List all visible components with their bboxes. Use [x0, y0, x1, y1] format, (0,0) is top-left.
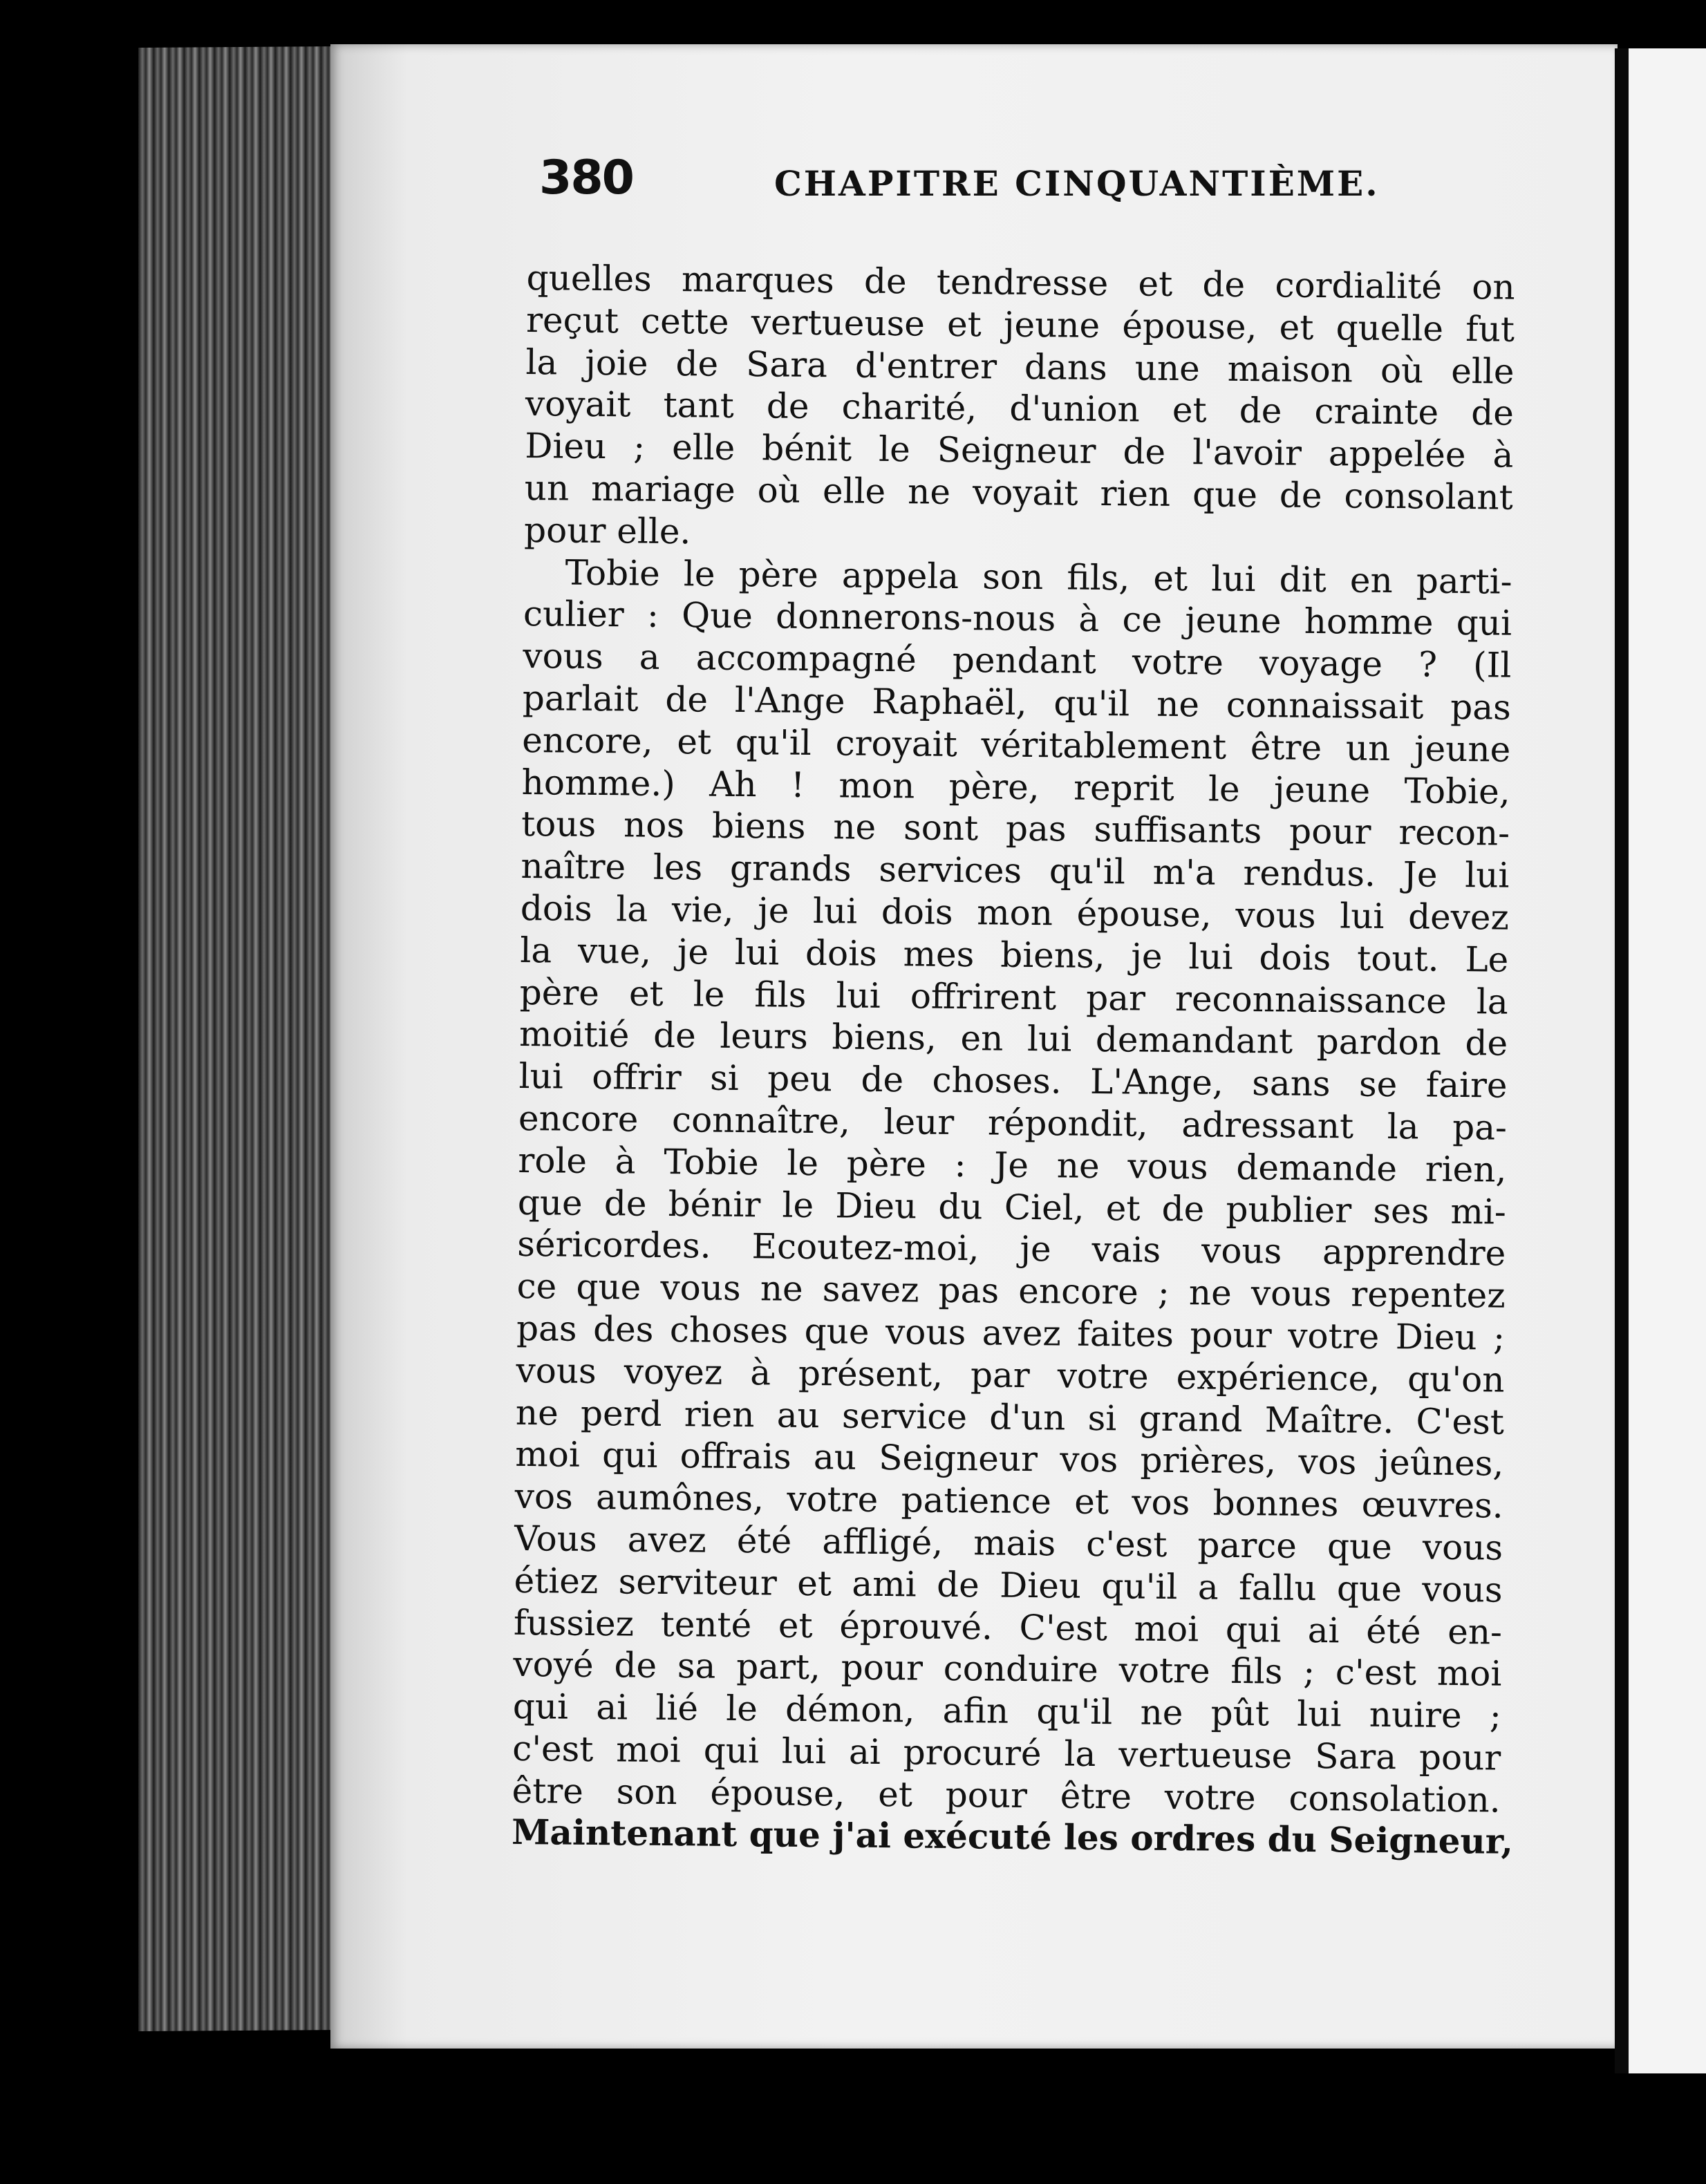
text-line: un mariage où elle ne voyait rien que de consolant [524, 467, 1514, 518]
text-line: Maintenant que j'ai exécuté les ordres du Seigneur, [511, 1811, 1514, 1863]
text-line: vos aumônes, votre patience et vos bonnes œuvres. [514, 1476, 1504, 1526]
text-line: ne perd rien au service d'un si grand Maître. C'est [515, 1392, 1505, 1442]
page-header [539, 151, 1507, 213]
text-line: pour elle. [523, 509, 691, 552]
text-line: moi qui offrais au Seigneur vos prières, vos jeûnes, [515, 1434, 1504, 1484]
text-line: voyé de sa part, pour conduire votre fils ; c'est moi [513, 1644, 1502, 1694]
facing-page-edge [1629, 48, 1706, 2073]
text-line: père et le fils lui offrirent par reconnaissance la [519, 972, 1509, 1022]
gutter-shadow [1615, 48, 1630, 2073]
text-line: naître les grands services qu'il m'a rendus. Je lui [521, 846, 1510, 896]
text-line: culier : Que donnerons-nous à ce jeune homme qui [523, 594, 1512, 644]
text-line: dois la vie, je lui dois mon épouse, vous lui devez [520, 887, 1510, 938]
text-line: pas des choses que vous avez faites pour votre Dieu ; [516, 1308, 1506, 1358]
text-line: qui ai lié le démon, afin qu'il ne pût lui nuire ; [512, 1686, 1502, 1736]
text-line: que de bénir le Dieu du Ciel, et de publier ses mi- [517, 1182, 1507, 1232]
text-line: être son épouse, et pour être votre consolation. [512, 1770, 1501, 1820]
text-line: encore, et qu'il croyait véritablement être un jeune [522, 719, 1511, 770]
text-line: tous nos biens ne sont pas suffisants pour recon- [521, 804, 1510, 854]
text-line: reçut cette vertueuse et jeune épouse, et quelle fut [525, 299, 1515, 350]
text-line: Dieu ; elle bénit le Seigneur de l'avoir appelée à [525, 426, 1514, 476]
text-line: Vous avez été affligé, mais c'est parce que vous [514, 1518, 1503, 1568]
text-line: role à Tobie le père : Je ne vous demande rien, [518, 1140, 1507, 1190]
text-line: quelles marques de tendresse et de cordialité on [526, 257, 1515, 308]
text-line: séricordes. Ecoutez-moi, je vais vous apprendre [517, 1224, 1506, 1274]
text-line: moitié de leurs biens, en lui demandant pardon de [518, 1014, 1508, 1064]
text-line: lui offrir si peu de choses. L'Ange, sans se faire [518, 1056, 1508, 1106]
text-line: la vue, je lui dois mes biens, je lui dois tout. Le [520, 930, 1509, 980]
text-line: vous a accompagné pendant votre voyage ? (Il [523, 636, 1512, 686]
text-line: la joie de Sara d'entrer dans une maison où elle [525, 341, 1515, 392]
running-head: CHAPITRE CINQUANTIÈME. [774, 163, 1380, 204]
book-page-edges [138, 46, 346, 2031]
paragraph-start-line: Tobie le père appela son fils, et lui dit en parti- [565, 552, 1512, 602]
body-text [512, 257, 1515, 1863]
text-line: encore connaître, leur répondit, adressant la pa- [518, 1098, 1508, 1148]
text-line: voyait tant de charité, d'union et de crainte de [525, 384, 1515, 434]
text-line: c'est moi qui lui ai procuré la vertueuse Sara pour [512, 1728, 1501, 1778]
text-line: homme.) Ah ! mon père, reprit le jeune Tobie, [521, 762, 1510, 812]
text-line: fussiez tenté et éprouvé. C'est moi qui ai été en- [513, 1602, 1503, 1653]
text-line: vous voyez à présent, par votre expérience, qu'on [516, 1350, 1505, 1400]
text-line: parlait de l'Ange Raphaël, qu'il ne connaissait pas [522, 677, 1512, 728]
text-line: étiez serviteur et ami de Dieu qu'il a fallu que vous [514, 1560, 1503, 1610]
text-line: ce que vous ne savez pas encore ; ne vous repentez [516, 1266, 1506, 1316]
page-number: 380 [539, 151, 633, 205]
